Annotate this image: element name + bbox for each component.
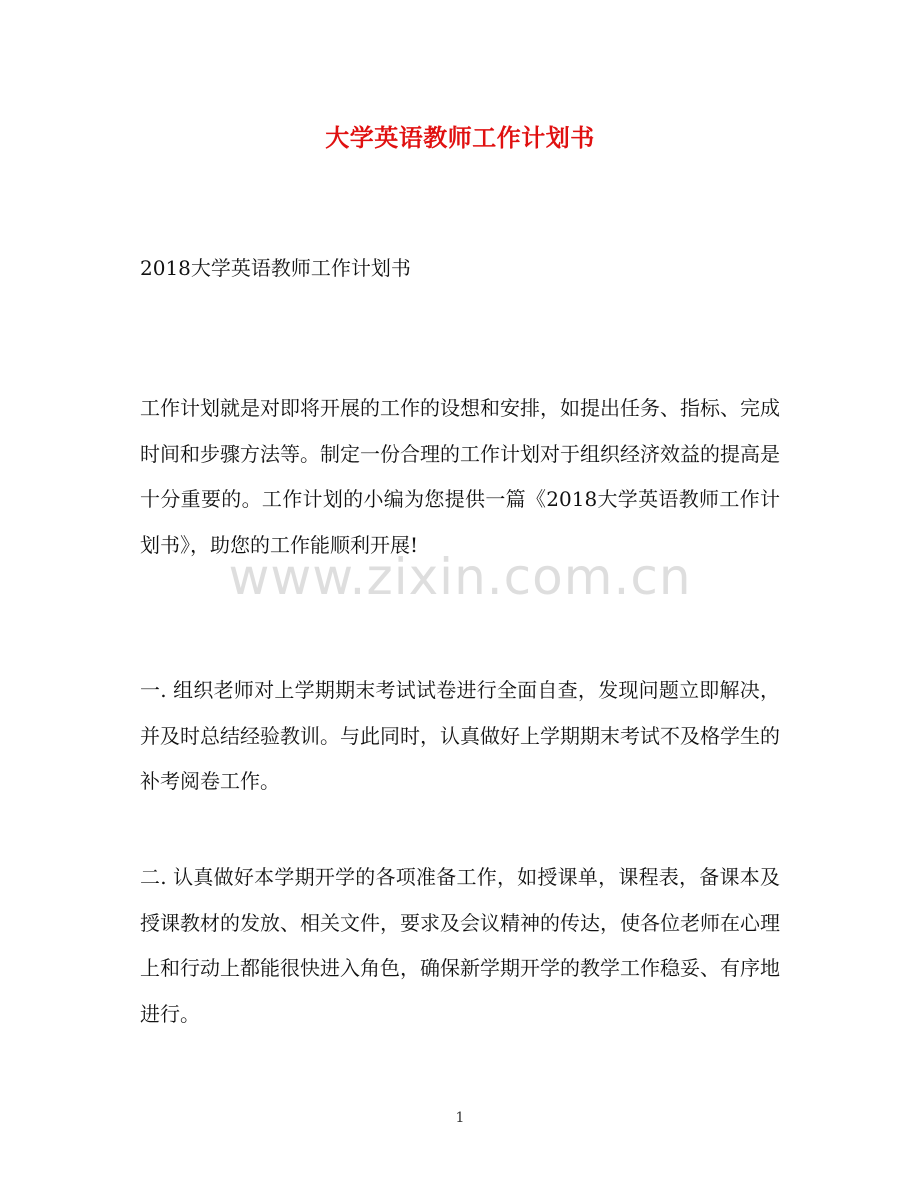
paragraph-intro: 工作计划就是对即将开展的工作的设想和安排，如提出任务、指标、完成时间和步骤方法等。制定一份合理的工作计划对于组织经济效益的提高是十分重要的。工作计划的小编为您提供一篇《2018大学英语教师工作计划书》，助您的工作能顺利开展! <box>140 396 780 557</box>
document-subtitle: 2018大学英语教师工作计划书 <box>140 256 411 280</box>
paragraph-item-2: 二. 认真做好本学期开学的各项准备工作，如授课单，课程表，备课本及授课教材的发放、相关文件，要求及会议精神的传达，使各位老师在心理上和行动上都能很快进入角色，确保新学期开学的教学工作稳妥、有序地进行。 <box>140 865 780 1026</box>
watermark-text: www.zixin.com.cn <box>228 548 692 606</box>
document-title: 大学英语教师工作计划书 <box>325 123 595 152</box>
paragraph-item-1: 一. 组织老师对上学期期末考试试卷进行全面自查，发现问题立即解决，并及时总结经验教训。与此同时，认真做好上学期期末考试不及格学生的补考阅卷工作。 <box>140 678 780 793</box>
page-number: 1 <box>455 1110 465 1126</box>
